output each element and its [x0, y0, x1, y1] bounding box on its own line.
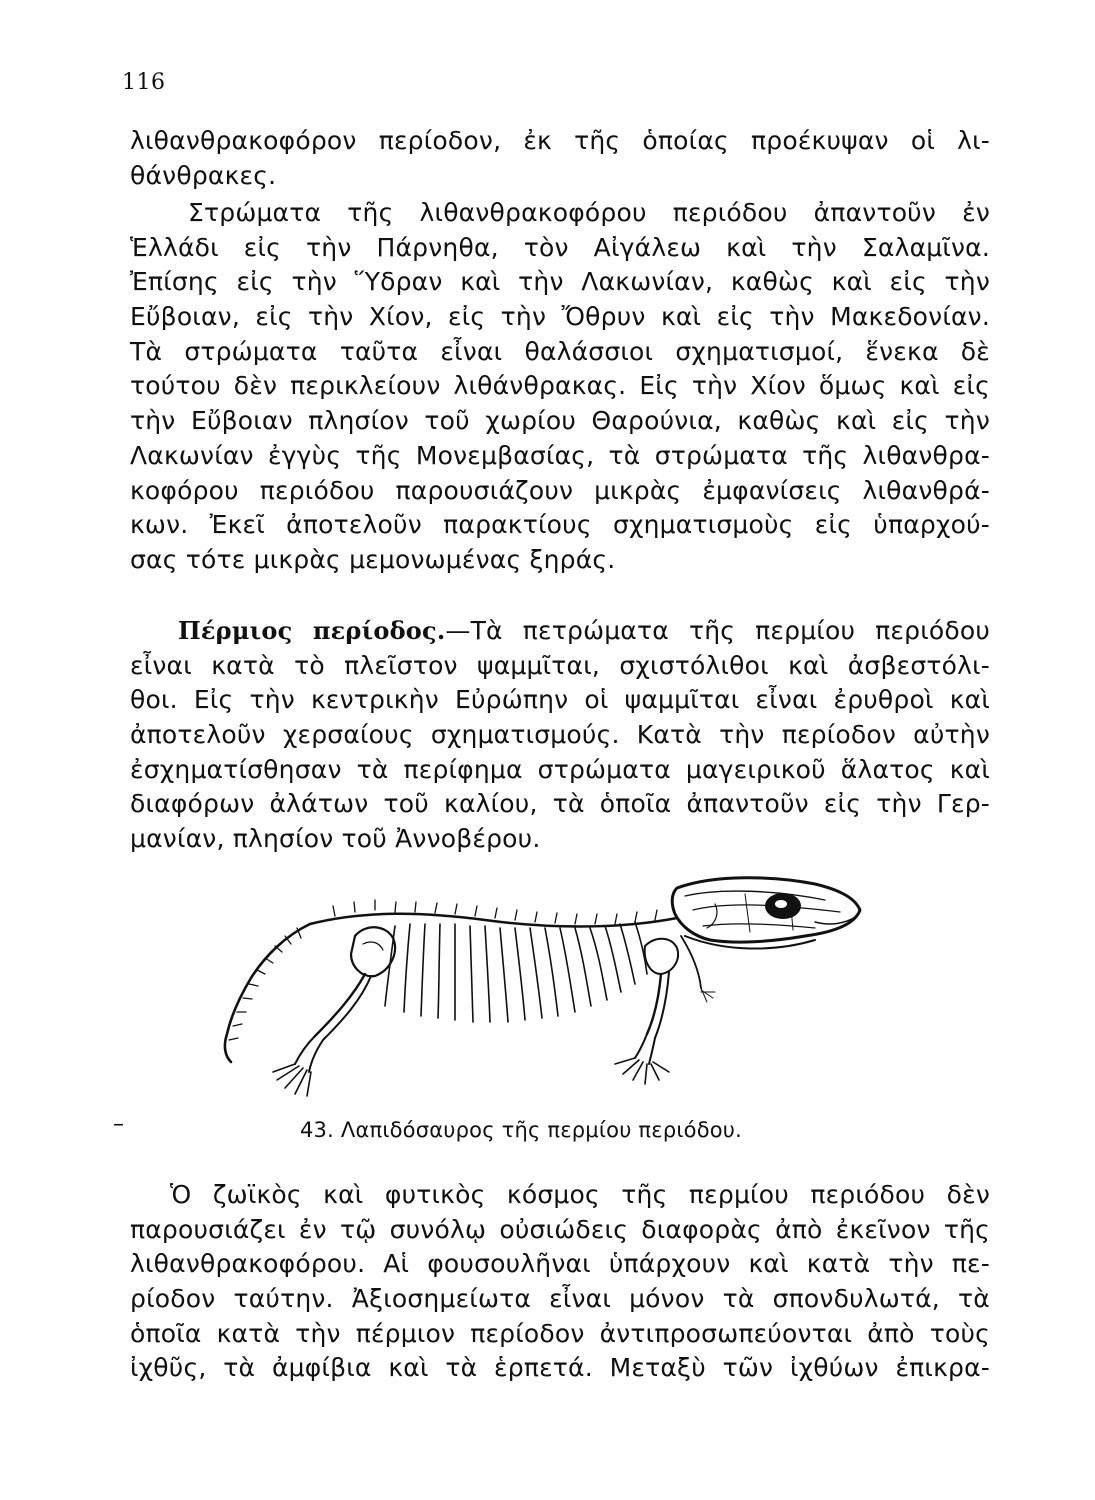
caption-dash: – — [113, 1112, 124, 1137]
text-line: λιθανθρακοφόρον περίοδον, ἐκ τῆς ὁποίας προέκυψαν οἱ λι- — [130, 126, 990, 155]
text-line: ρίοδον ταύτην. Ἀξιοσημείωτα εἶναι μόνον τὰ σπονδυλωτά, τὰ — [130, 1284, 990, 1314]
page-number: 116 — [122, 70, 166, 95]
text-line: τούτου δὲν περικλείουν λιθάνθρακας. Εἰς τὴν Χίον ὅμως καὶ εἰς — [130, 371, 990, 401]
text-line: θάνθρακες. — [130, 160, 277, 190]
text-line: ἀποτελοῦν χερσαίους σχηματισμούς. Κατὰ τὴν περίοδον αὐτὴν — [130, 720, 990, 750]
text-line: κων. Ἐκεῖ ἀποτελοῦν παρακτίους σχηματισμοὺς εἰς ὑπαρχού- — [130, 510, 990, 540]
text-line: παρουσιάζει ἐν τῷ συνόλῳ οὐσιώδεις διαφορὰς ἀπὸ ἐκεῖνον τῆς — [130, 1214, 990, 1244]
paragraph-fauna — [130, 1178, 990, 1386]
text-line: μανίαν, πλησίον τοῦ Ἀννοβέρου. — [130, 824, 541, 854]
text-line: ἰχθῦς, τὰ ἀμφίβια καὶ τὰ ἑρπετά. Μεταξὺ τῶν ἰχθύων ἐπικρα- — [130, 1353, 990, 1383]
text-line: Ἐπίσης εἰς τὴν Ὕδραν καὶ τὴν Λακωνίαν, καθὼς καὶ εἰς τὴν — [130, 267, 990, 297]
figure-skeleton-illustration — [215, 866, 875, 1111]
text-line: Ἑλλάδι εἰς τὴν Πάρνηθα, τὸν Αἰγάλεω καὶ τὴν Σαλαμῖνα. — [130, 232, 990, 262]
skeleton-drawing — [215, 866, 875, 1111]
text-line: τὴν Εὔβοιαν πλησίον τοῦ χωρίου Θαρούνια, καθὼς καὶ εἰς τὴν — [130, 406, 990, 436]
text-line: Ὁ ζωϊκὸς καὶ φυτικὸς κόσμος τῆς περμίου περιόδου δὲν — [170, 1180, 990, 1209]
paragraph-strata — [130, 196, 990, 578]
text-line: Λακωνίαν ἐγγὺς τῆς Μονεμβασίας, τὰ στρώματα τῆς λιθανθρα- — [130, 440, 990, 470]
heading-continuation: —Τὰ πετρώματα τῆς περμίου περιόδου — [445, 616, 990, 645]
text-line: διαφόρων ἀλάτων τοῦ καλίου, τὰ ὁποῖα ἀπαντοῦν εἰς τὴν Γερ- — [130, 789, 990, 819]
text-line: θοι. Εἰς τὴν κεντρικὴν Εὐρώπην οἱ ψαμμῖται εἶναι ἐρυθροὶ καὶ — [130, 685, 990, 715]
text-line: σας τότε μικρὰς μεμονωμένας ξηράς. — [130, 544, 616, 574]
text-line: κοφόρου περιόδου παρουσιάζουν μικρὰς ἐμφανίσεις λιθανθρά- — [130, 475, 990, 505]
figure-caption: 43. Λαπιδόσαυρος τῆς περμίου περιόδου. — [300, 1118, 743, 1142]
paragraph-permian — [130, 614, 990, 857]
text-line: λιθανθρακοφόρου. Αἱ φουσουλῆναι ὑπάρχουν καὶ κατὰ τὴν πε- — [130, 1249, 990, 1279]
text-line: Εὔβοιαν, εἰς τὴν Χίον, εἰς τὴν Ὄθρυν καὶ εἰς τὴν Μακεδονίαν. — [130, 302, 990, 332]
section-heading-permian: Πέρμιος περίοδος. — [178, 616, 446, 645]
text-line: Στρώματα τῆς λιθανθρακοφόρου περιόδου ἀπαντοῦν ἐν — [188, 198, 990, 227]
paragraph-carbon — [130, 124, 990, 193]
text-line: Τὰ στρώματα ταῦτα εἶναι θαλάσσιοι σχηματισμοί, ἕνεκα δὲ — [130, 336, 990, 366]
text-line — [130, 614, 990, 649]
text-line: εἶναι κατὰ τὸ πλεῖστον ψαμμῖται, σχιστόλιθοι καὶ ἀσβεστόλι- — [130, 650, 990, 680]
text-line: ἐσχηματίσθησαν τὰ περίφημα στρώματα μαγειρικοῦ ἅλατος καὶ — [130, 754, 990, 784]
text-line: ὁποῖα κατὰ τὴν πέρμιον περίοδον ἀντιπροσωπεύονται ἀπὸ τοὺς — [130, 1318, 990, 1348]
